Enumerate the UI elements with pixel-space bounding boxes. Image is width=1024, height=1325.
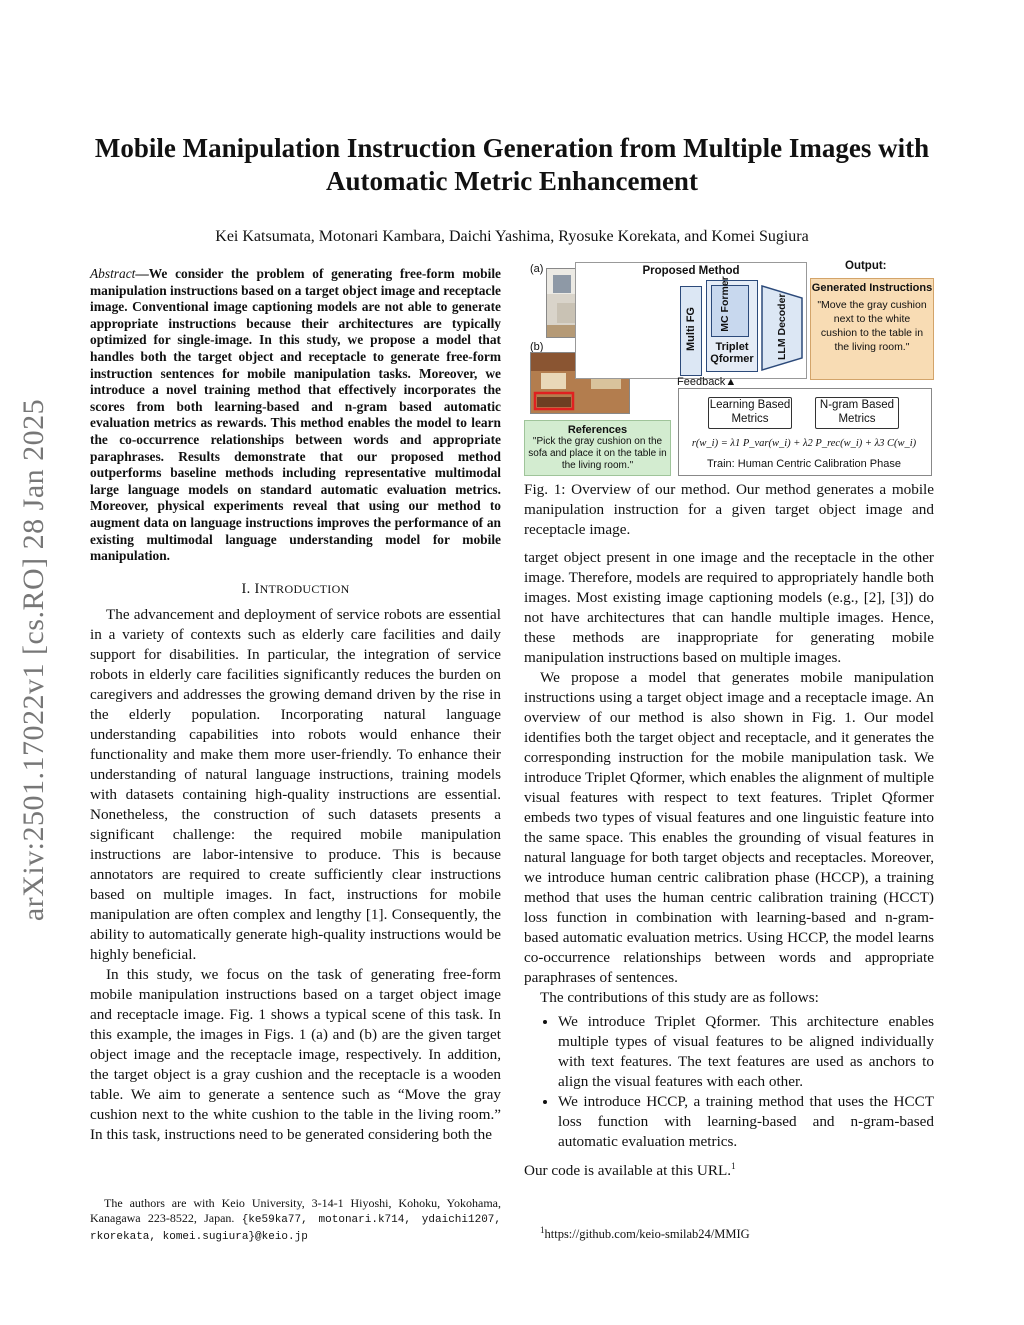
left-column [90, 266, 501, 1145]
right-column [524, 548, 934, 1181]
section-title-rest: NTRODUCTION [259, 581, 350, 596]
paragraph: target object present in one image and the receptacle in the other image. Therefore, models are required to appropriately handle both images. Most existing image captioning models (e.g., [2], [3]) do not have architectures that can handle multiple images. Hence, these methods are inappropriate for generating mobile manipulation instructions based on multiple images. [524, 549, 934, 666]
code-text: Our code is available at this URL. [524, 1162, 732, 1180]
learning-metrics-box: Learning Based Metrics [708, 397, 792, 429]
generated-text: "Move the gray cushion next to the white cushion to the table in the living room." [817, 299, 927, 353]
footnote-text: The authors are with Keio University, 3-14-1 Hiyoshi, Kohoku, Yokohama, Kanagawa 223-8522, Japan. [90, 1196, 501, 1225]
generated-instructions-box [810, 278, 934, 380]
feedback-text: Feedback [677, 376, 726, 388]
llm-decoder-label: LLM Decoder [776, 293, 788, 360]
code-footnote-mark: 1 [731, 1161, 736, 1171]
figure-label-b: (b) [530, 341, 544, 353]
reward-formula: r(w_i) = λ1 P_var(w_i) + λ2 P_rec(w_i) + λ3 C(w_i) [691, 438, 917, 449]
code-availability [524, 1156, 934, 1181]
author-list: Kei Katsumata, Motonari Kambara, Daichi Yashima, Ryosuke Korekata, and Komei Sugiura [215, 228, 809, 245]
footnote-url [540, 1225, 750, 1242]
section-initial: I [254, 580, 260, 597]
section-heading [90, 579, 501, 599]
feedback-label: Feedback▲ [677, 376, 737, 388]
output-label: Output: [845, 260, 887, 272]
arxiv-identifier: arXiv:2501.17022v1 [cs.RO] 28 Jan 2025 [17, 398, 50, 922]
multi-fg-block [680, 286, 702, 376]
generated-title: Generated Instructions [811, 282, 933, 294]
paragraph: The advancement and deployment of service robots are essential in a variety of contexts such as elderly care facilities and daily support for disabilities. In particular, the integration of service robots in elderly care facilities significantly reduces the burden on caregivers and addresses the growing demand driven by the rise in the elderly population. Incorporating natural language understanding capabilities into robots would enhance their functionality and make them more user-friendly. To enhance their understanding of natural language instructions, training models with datasets containing high-quality instructions are essential. Nonetheless, the construction of such datasets presents a significant challenge: the required mobile manipulation instructions are labor-intensive to produce. This is because annotators are required to create sufficiently clear instructions based on multiple images. In fact, instructions for mobile manipulation are often complex and lengthy [1]. Consequently, the ability to automatically generate high-quality instructions would be highly beneficial. [90, 605, 501, 963]
multi-fg-label: Multi FG [685, 307, 697, 351]
ngram-metrics-box: N-gram Based Metrics [815, 397, 899, 429]
figure-caption: Fig. 1: Overview of our method. Our method generates a mobile manipulation instruction for a given target object image and receptacle image. [524, 481, 934, 538]
footnote-affiliation [90, 1196, 501, 1245]
paragraph: The contributions of this study are as follows: [540, 989, 819, 1006]
proposed-method-title: Proposed Method [642, 265, 740, 277]
triplet-qformer-block [706, 280, 758, 372]
mc-former-label: MC Former [719, 276, 731, 332]
arxiv-sidebar [14, 360, 54, 960]
paper-title: Mobile Manipulation Instruction Generation from Multiple Images with Automatic Metric Enhancement [94, 133, 930, 196]
abstract: Abstract—We consider the problem of generating free-form mobile manipulation instructions based on a target object image and receptacle image. Conventional image captioning models are not able to generate appropriate instructions because their architectures are typically optimized for single-image. In this study, we propose a model that handles both the target object and receptacle to generate free-form instruction sentences for mobile manipulation tasks. Moreover, we introduce a novel training method that effectively incorporates the scores from both learning-based and n-gram based automatic evaluation metrics as rewards. This method enables the model to learn the co-occurrence relationships between words and appropriate paraphrases. Results demonstrate that our proposed method outperforms baseline methods including representative multimodal large language models on standard automatic evaluation metrics. Moreover, physical experiments reveal that using our method to augment data on language instructions improves the performance of an existing multimodal language understanding model for mobile manipulation. [90, 266, 501, 564]
train-phase-label: Train: Human Centric Calibration Phase [706, 458, 901, 470]
section-number: I. [241, 580, 251, 597]
references-text: "Pick the gray cushion on the sofa and place it on the table in the living room." [528, 436, 667, 471]
footnote-number: 1 [540, 1225, 545, 1235]
list-item: • We introduce Triplet Qformer. This architecture enables multiple types of visual features to be aligned individually with text features. The text features are used as anchors to align the visual features with each other. [558, 1012, 934, 1092]
footnote-emails: {ke59ka77, motonari.k714, ydaichi1207, rkorekata, komei.sugiura}@keio.jp [90, 1214, 502, 1243]
figure-label-a: (a) [530, 263, 544, 275]
triplet-qformer-label: Triplet Qformer [710, 341, 754, 365]
paragraph: We propose a model that generates mobile manipulation instructions using a target object image and a receptacle image. An overview of our method is also shown in Fig. 1. Our model identifies both the target object and receptacle, and it generates the corresponding instruction for the mobile manipulation task. We introduce Triplet Qformer, which enables the alignment of multiple visual features with respect to text features. Triplet Qformer embeds two types of visual features and one linguistic feature into the same space. This enables the grounding of visual features in natural language for both target objects and receptacles. Moreover, we introduce human centric calibration phase (HCCP), a training method that uses the human centric calibration training (HCCT) loss function in combination with learning-based and n-gram-based automatic evaluation metrics. Using HCCP, the model learns co-occurrence relationships between words and appropriate paraphrases of sentences. [524, 669, 934, 986]
abstract-text: We consider the problem of generating free-form mobile manipulation instructions based on a target object image and receptacle image. Conventional image captioning models are not able to generate appropriate instructions because their architectures are typically optimized for single-image. In this study, we propose a model that handles both the target object and receptacle to generate free-form instruction sentences for mobile manipulation tasks. Moreover, we introduce a novel training method that effectively incorporates the scores from both learning-based and n-gram based automatic evaluation metrics as rewards. This method enables the model to learn the co-occurrence relationships between words and appropriate paraphrases. Results demonstrate that our proposed method outperforms baseline methods including representative multimodal large language models on standard automatic evaluation metrics. Moreover, physical experiments reveal that using our method to augment data on language instructions improves the performance of an existing multimodal language understanding model for mobile manipulation. [90, 266, 501, 564]
footnote-link[interactable]: https://github.com/keio-smilab24/MMIG [544, 1227, 750, 1242]
paragraph: In this study, we focus on the task of generating free-form mobile manipulation instructions based on a target object image and receptacle image. Fig. 1 shows a typical scene of this task. In this example, the images in Figs. 1 (a) and (b) are the given target object image and the receptacle image, respectively. In addition, the target object is a gray cushion and the receptacle is a wooden table. We aim to generate a sentence such as “Move the gray cushion next to the white cushion to the table in the living room.” In this task, instructions need to be generated considering both the [90, 965, 501, 1143]
list-item: • We introduce HCCP, a training method that uses the HCCT loss function with learning-based and n-gram-based automatic evaluation metrics. [558, 1092, 934, 1152]
references-box [524, 420, 671, 476]
abstract-label: Abstract [90, 266, 136, 281]
contributions-list [524, 1012, 934, 1152]
references-title: References [567, 424, 628, 436]
